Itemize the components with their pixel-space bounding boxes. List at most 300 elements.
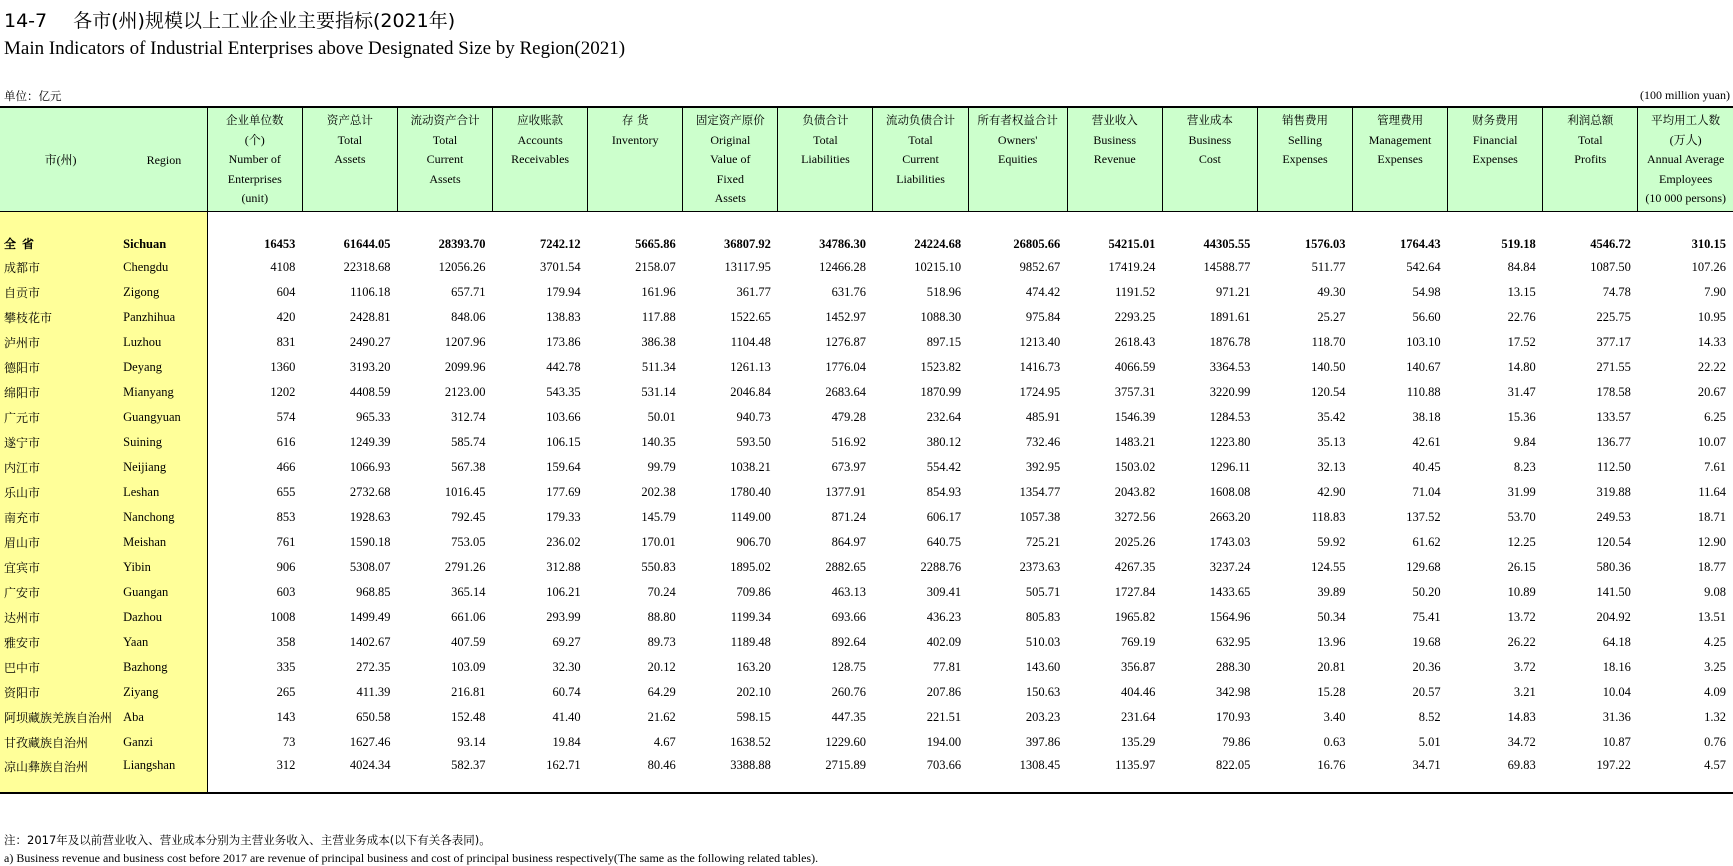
value-cell: 3701.54 (540, 259, 581, 274)
column-header (1353, 107, 1448, 211)
value-cell: 59.92 (1317, 534, 1346, 549)
value-cell: 152.48 (451, 709, 486, 724)
region-name-en: Liangshan (121, 755, 207, 793)
spacer-cell (968, 211, 1067, 224)
column-header-cn: 营业成本 (1186, 113, 1233, 127)
region-name-cn: 泸州市 (0, 330, 121, 355)
value-cell: 17419.24 (1108, 259, 1156, 274)
table-row (0, 455, 1733, 480)
column-header-line: Current (426, 152, 464, 166)
value-cell: 14.33 (1697, 334, 1726, 349)
value-cell: 392.95 (1025, 459, 1061, 474)
column-header-line: (万人) (1669, 132, 1702, 147)
value-cell: 474.42 (1025, 284, 1061, 299)
value-cell: 1776.04 (825, 359, 866, 374)
value-cell: 1608.08 (1209, 484, 1251, 499)
value-cell: 42.61 (1412, 434, 1441, 449)
table-body (0, 211, 1733, 793)
region-name-en: Panzhihua (121, 305, 207, 330)
total-row (0, 224, 1733, 255)
column-header-line: Annual Average (1646, 152, 1725, 166)
value-cell: 585.74 (451, 434, 486, 449)
value-cell: 2791.26 (444, 559, 486, 574)
value-cell: 1483.21 (1114, 434, 1156, 449)
value-cell: 22318.68 (343, 259, 391, 274)
value-cell: 1135.97 (1067, 755, 1162, 793)
value-cell: 9.08 (1704, 584, 1726, 599)
column-header-line: Financial (1472, 132, 1518, 147)
value-cell: 15.36 (1507, 409, 1536, 424)
value-cell: 9.84 (1513, 434, 1536, 449)
value-cell: 1276.87 (825, 334, 866, 349)
value-cell: 1377.91 (825, 484, 866, 499)
value-cell: 12466.28 (819, 259, 866, 274)
table-row (0, 430, 1733, 455)
column-header-cn: 销售费用 (1281, 113, 1328, 127)
table-title-cn (4, 6, 455, 33)
value-cell: 103.10 (1406, 334, 1441, 349)
value-cell: 650.58 (356, 709, 391, 724)
column-header-line: Management (1368, 132, 1432, 147)
column-header-line: Liabilities (896, 171, 945, 186)
value-cell: 34.71 (1353, 755, 1448, 793)
region-name-cn: 广元市 (0, 405, 121, 430)
value-cell: 447.35 (831, 709, 866, 724)
value-cell: 106.15 (546, 434, 581, 449)
value-cell: 137.52 (1406, 509, 1441, 524)
value-cell: 73 (282, 734, 296, 749)
region-name-cn: 攀枝花市 (0, 305, 121, 330)
value-cell: 1104.48 (730, 334, 771, 349)
value-cell: 271.55 (1596, 359, 1631, 374)
value-cell: 640.75 (926, 534, 962, 549)
column-header (207, 107, 302, 211)
value-cell: 14.80 (1507, 359, 1536, 374)
value-cell: 124.55 (1311, 559, 1346, 574)
value-cell: 106.21 (546, 584, 581, 599)
value-cell: 36807.92 (724, 236, 771, 251)
value-cell: 632.95 (1216, 634, 1251, 649)
value-cell: 112.50 (1596, 459, 1631, 474)
value-cell: 831 (276, 334, 296, 349)
region-name-cn: 全省 (0, 224, 121, 255)
value-cell: 136.77 (1596, 434, 1631, 449)
value-cell: 1402.67 (349, 634, 391, 649)
value-cell: 3.72 (1513, 659, 1536, 674)
value-cell: 1433.65 (1209, 584, 1251, 599)
region-name-en: Aba (121, 705, 207, 730)
value-cell: 293.99 (546, 609, 581, 624)
table-row (0, 405, 1733, 430)
value-cell: 1223.80 (1209, 434, 1251, 449)
region-name-en: Sichuan (121, 224, 207, 255)
spacer-cell (588, 211, 683, 224)
spacer-row (0, 211, 1733, 224)
value-cell: 179.33 (546, 509, 581, 524)
column-header-cn: 固定资产原价 (695, 113, 765, 127)
value-cell: 141.50 (1596, 584, 1631, 599)
value-cell: 3193.20 (349, 359, 391, 374)
value-cell: 1452.97 (825, 309, 866, 324)
region-name-en: Deyang (121, 355, 207, 380)
value-cell: 44305.55 (1203, 236, 1251, 251)
value-cell: 822.05 (1162, 755, 1257, 793)
value-cell: 377.17 (1596, 334, 1631, 349)
value-cell: 543.35 (546, 384, 581, 399)
region-name-cn: 遂宁市 (0, 430, 121, 455)
column-header (397, 107, 492, 211)
value-cell: 21.62 (647, 709, 676, 724)
value-cell: 117.88 (641, 309, 676, 324)
column-header-line: Total (813, 132, 838, 147)
value-cell: 606.17 (926, 509, 962, 524)
value-cell: 31.36 (1602, 709, 1631, 724)
column-header (493, 107, 588, 211)
value-cell: 1191.52 (1115, 284, 1156, 299)
value-cell: 1189.48 (730, 634, 771, 649)
value-cell: 18.71 (1697, 509, 1726, 524)
value-cell: 288.30 (1216, 659, 1251, 674)
value-cell: 598.15 (736, 709, 771, 724)
value-cell: 505.71 (1025, 584, 1061, 599)
column-header-cn: 资产总计 (326, 113, 373, 127)
column-header-cn: 营业收入 (1091, 113, 1138, 127)
column-header-line: Enterprises (227, 171, 282, 186)
value-cell: 1564.96 (1209, 609, 1251, 624)
column-header (1067, 107, 1162, 211)
value-cell: 150.63 (1025, 684, 1061, 699)
region-name-cn: 眉山市 (0, 530, 121, 555)
value-cell: 397.86 (1025, 734, 1061, 749)
table-row (0, 555, 1733, 580)
value-cell: 312.88 (546, 559, 581, 574)
title-cn-text: 各市(州)规模以上工业企业主要指标(2021年) (73, 10, 456, 32)
value-cell: 4.67 (653, 734, 676, 749)
value-cell: 3.40 (1323, 709, 1346, 724)
value-cell: 11.64 (1698, 484, 1726, 499)
value-cell: 871.24 (831, 509, 866, 524)
value-cell: 26805.66 (1013, 236, 1061, 251)
value-cell: 864.97 (831, 534, 866, 549)
value-cell: 309.41 (926, 584, 962, 599)
column-header-line: Selling (1287, 132, 1322, 147)
value-cell: 138.83 (546, 309, 581, 324)
value-cell: 32.30 (552, 659, 581, 674)
region-name-cn: 达州市 (0, 605, 121, 630)
value-cell: 10.95 (1697, 309, 1726, 324)
column-header-line: Total (908, 132, 933, 147)
value-cell: 34.72 (1507, 734, 1536, 749)
column-header (683, 107, 778, 211)
region-name-en: Meishan (121, 530, 207, 555)
table-row (0, 705, 1733, 730)
value-cell: 2732.68 (349, 484, 391, 499)
value-cell: 312 (207, 755, 302, 793)
value-cell: 1207.96 (444, 334, 486, 349)
value-cell: 968.85 (356, 584, 391, 599)
value-cell: 8.23 (1513, 459, 1536, 474)
value-cell: 1780.40 (730, 484, 771, 499)
value-cell: 64.29 (647, 684, 676, 699)
column-header-line: Cost (1198, 152, 1221, 166)
value-cell: 761 (276, 534, 296, 549)
value-cell: 32.13 (1317, 459, 1346, 474)
table-row (0, 280, 1733, 305)
value-cell: 3.21 (1513, 684, 1536, 699)
region-name-cn: 成都市 (0, 255, 121, 280)
value-cell: 225.75 (1596, 309, 1631, 324)
value-cell: 20.12 (647, 659, 676, 674)
value-cell: 10.07 (1697, 434, 1726, 449)
value-cell: 1727.84 (1114, 584, 1156, 599)
value-cell: 3220.99 (1209, 384, 1251, 399)
value-cell: 673.97 (831, 459, 866, 474)
value-cell: 3364.53 (1209, 359, 1251, 374)
value-cell: 272.35 (356, 659, 391, 674)
value-cell: 4.25 (1704, 634, 1726, 649)
spacer-cell (1448, 211, 1543, 224)
value-cell: 110.88 (1406, 384, 1441, 399)
table-row (0, 330, 1733, 355)
value-cell: 16.76 (1257, 755, 1352, 793)
column-header-line: Number of (228, 152, 281, 166)
spacer-cell (1257, 211, 1352, 224)
column-header-line: Expenses (1282, 152, 1328, 166)
region-name-cn: 阿坝藏族羌族自治州 (0, 705, 121, 730)
column-header (968, 107, 1067, 211)
value-cell: 853 (276, 509, 296, 524)
value-cell: 77.81 (932, 659, 962, 674)
value-cell: 554.42 (926, 459, 962, 474)
value-cell: 221.51 (926, 709, 962, 724)
value-cell: 655 (276, 484, 296, 499)
value-cell: 753.05 (451, 534, 486, 549)
value-cell: 8.52 (1418, 709, 1441, 724)
region-name-en: Zigong (121, 280, 207, 305)
value-cell: 975.84 (1025, 309, 1061, 324)
value-cell: 365.14 (451, 584, 486, 599)
value-cell: 1354.77 (1019, 484, 1061, 499)
value-cell: 249.53 (1596, 509, 1631, 524)
value-cell: 2618.43 (1114, 334, 1156, 349)
table-title-en: Main Indicators of Industrial Enterprises above Designated Size by Region(2021) (4, 38, 626, 59)
value-cell: 1928.63 (349, 509, 391, 524)
column-header (588, 107, 683, 211)
header-row (0, 107, 1733, 211)
value-cell: 380.12 (926, 434, 962, 449)
value-cell: 173.86 (546, 334, 581, 349)
value-cell: 19.84 (552, 734, 581, 749)
value-cell: 906 (276, 559, 296, 574)
value-cell: 0.76 (1704, 734, 1726, 749)
value-cell: 5.01 (1418, 734, 1441, 749)
spacer-cell (397, 211, 492, 224)
region-name-en: Yaan (121, 630, 207, 655)
value-cell: 10.89 (1507, 584, 1536, 599)
column-header-line: Receivables (511, 152, 570, 166)
value-cell: 1870.99 (920, 384, 962, 399)
value-cell: 386.38 (641, 334, 676, 349)
value-cell: 128.75 (831, 659, 866, 674)
value-cell: 162.71 (493, 755, 588, 793)
value-cell: 61.62 (1412, 534, 1441, 549)
table-row (0, 480, 1733, 505)
value-cell: 35.13 (1317, 434, 1346, 449)
value-cell: 1038.21 (730, 459, 771, 474)
column-header-line: Owners' (997, 132, 1038, 147)
value-cell: 1008 (270, 609, 296, 624)
region-name-en: Neijiang (121, 455, 207, 480)
value-cell: 40.45 (1412, 459, 1441, 474)
value-cell: 13.15 (1507, 284, 1536, 299)
value-cell: 133.57 (1596, 409, 1631, 424)
value-cell: 260.76 (831, 684, 866, 699)
value-cell: 1284.53 (1209, 409, 1251, 424)
value-cell: 6.25 (1704, 409, 1726, 424)
region-name-cn: 德阳市 (0, 355, 121, 380)
value-cell: 2158.07 (635, 259, 676, 274)
value-cell: 20.36 (1412, 659, 1441, 674)
value-cell: 1522.65 (730, 309, 771, 324)
column-header-line: Equities (997, 152, 1038, 166)
column-header-cn: 企业单位数 (226, 113, 284, 127)
value-cell: 7.90 (1704, 284, 1726, 299)
column-header-line: (10 000 persons) (1645, 191, 1726, 205)
value-cell: 140.50 (1311, 359, 1346, 374)
column-header-line: Business (1093, 132, 1137, 147)
value-cell: 1724.95 (1019, 384, 1061, 399)
spacer-cell (121, 211, 207, 224)
column-header-cn: 应收账款 (517, 113, 564, 127)
spacer-cell (1543, 211, 1638, 224)
value-cell: 1503.02 (1114, 459, 1156, 474)
region-name-cn: 凉山彝族自治州 (0, 755, 121, 793)
table-row (0, 580, 1733, 605)
region-name-cn: 南充市 (0, 505, 121, 530)
value-cell: 1.32 (1704, 709, 1726, 724)
value-cell: 9852.67 (1019, 259, 1061, 274)
value-cell: 516.92 (831, 434, 866, 449)
column-header (1543, 107, 1638, 211)
value-cell: 22.22 (1697, 359, 1726, 374)
indicators-table (0, 106, 1733, 794)
value-cell: 312.74 (451, 409, 486, 424)
spacer-cell (778, 211, 873, 224)
value-cell: 725.21 (1025, 534, 1061, 549)
value-cell: 511.34 (641, 359, 676, 374)
value-cell: 14588.77 (1203, 259, 1251, 274)
value-cell: 1416.73 (1019, 359, 1061, 374)
value-cell: 49.30 (1317, 284, 1346, 299)
value-cell: 657.71 (451, 284, 486, 299)
value-cell: 143.60 (1025, 659, 1061, 674)
column-header-line: Total (337, 132, 363, 147)
value-cell: 310.15 (1691, 236, 1726, 251)
value-cell: 1057.38 (1019, 509, 1061, 524)
value-cell: 4066.59 (1114, 359, 1156, 374)
value-cell: 177.69 (546, 484, 581, 499)
value-cell: 542.64 (1406, 259, 1441, 274)
value-cell: 163.20 (736, 659, 771, 674)
value-cell: 18.16 (1602, 659, 1631, 674)
value-cell: 64.18 (1602, 634, 1631, 649)
value-cell: 1308.45 (968, 755, 1067, 793)
column-header-line: Business (1188, 132, 1232, 147)
value-cell: 14.83 (1507, 709, 1536, 724)
region-name-cn: 广安市 (0, 580, 121, 605)
header-region-en: Region (121, 107, 207, 211)
region-name-en: Guangyuan (121, 405, 207, 430)
column-header-line: (unit) (241, 191, 269, 205)
value-cell: 519.18 (1501, 236, 1536, 251)
value-cell: 20.81 (1317, 659, 1346, 674)
column-header-line: Assets (714, 191, 746, 205)
value-cell: 194.00 (926, 734, 962, 749)
value-cell: 10.04 (1602, 684, 1631, 699)
column-header-line: Profits (1574, 152, 1607, 166)
region-name-en: Mianyang (121, 380, 207, 405)
value-cell: 2683.64 (825, 384, 866, 399)
value-cell: 12056.26 (438, 259, 486, 274)
value-cell: 2293.25 (1114, 309, 1156, 324)
column-header (873, 107, 968, 211)
region-name-en: Bazhong (121, 655, 207, 680)
value-cell: 89.73 (647, 634, 676, 649)
value-cell: 145.79 (641, 509, 676, 524)
value-cell: 404.46 (1120, 684, 1156, 699)
column-header-line: Accounts (517, 132, 563, 147)
region-name-cn: 宜宾市 (0, 555, 121, 580)
table-row (0, 530, 1733, 555)
value-cell: 204.92 (1596, 609, 1631, 624)
value-cell: 202.38 (641, 484, 676, 499)
value-cell: 54.98 (1412, 284, 1441, 299)
region-name-en: Ziyang (121, 680, 207, 705)
value-cell: 1202 (270, 384, 296, 399)
column-header-line: Expenses (1472, 152, 1518, 166)
header-region-cn: 市(州) (0, 107, 121, 211)
value-cell: 1638.52 (730, 734, 771, 749)
value-cell: 13.96 (1317, 634, 1346, 649)
table-row (0, 730, 1733, 755)
value-cell: 1590.18 (349, 534, 391, 549)
column-header-cn: 流动负债合计 (886, 113, 956, 127)
value-cell: 2025.26 (1114, 534, 1156, 549)
value-cell: 69.27 (552, 634, 581, 649)
value-cell: 356.87 (1120, 659, 1156, 674)
column-header (1162, 107, 1257, 211)
value-cell: 39.89 (1317, 584, 1346, 599)
value-cell: 24224.68 (914, 236, 962, 251)
value-cell: 1627.46 (349, 734, 391, 749)
column-header-line: (个) (244, 132, 265, 147)
value-cell: 1965.82 (1114, 609, 1156, 624)
value-cell: 232.64 (926, 409, 962, 424)
value-cell: 1764.43 (1400, 236, 1441, 251)
value-cell: 574 (276, 409, 296, 424)
value-cell: 407.59 (451, 634, 486, 649)
value-cell: 25.27 (1317, 309, 1346, 324)
region-name-cn: 内江市 (0, 455, 121, 480)
value-cell: 1743.03 (1209, 534, 1251, 549)
value-cell: 60.74 (552, 684, 581, 699)
footnote-en: a) Business revenue and business cost before 2017 are revenue of principal business and cost of principal business respectively(The same as the following related tables). (4, 851, 819, 865)
value-cell: 120.54 (1311, 384, 1346, 399)
value-cell: 1066.93 (349, 459, 391, 474)
region-name-cn: 甘孜藏族自治州 (0, 730, 121, 755)
table-row (0, 505, 1733, 530)
column-header-line: Original (710, 132, 751, 147)
